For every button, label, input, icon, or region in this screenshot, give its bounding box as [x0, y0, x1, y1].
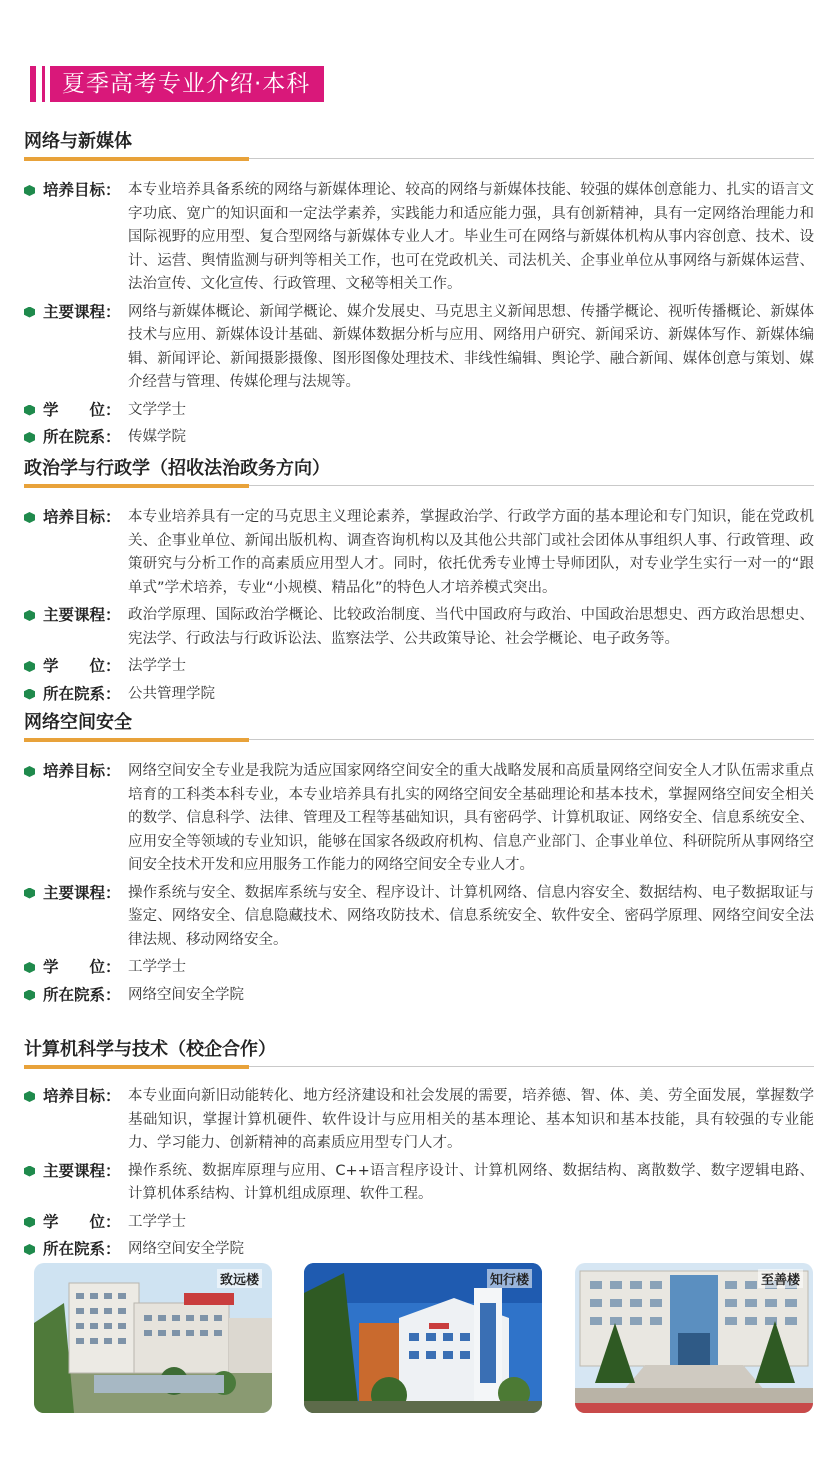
field-degree	[24, 956, 814, 980]
section-title: 网络与新媒体	[24, 131, 132, 152]
section-title: 计算机科学与技术（校企合作）	[24, 1039, 276, 1060]
field-value: 公共管理学院	[128, 685, 215, 702]
field-college	[24, 426, 814, 450]
field-label: 培养目标：	[43, 181, 121, 199]
field-label: 所在院系：	[43, 684, 121, 703]
field-value: 法学学士	[128, 658, 186, 674]
field-courses	[24, 1160, 814, 1207]
hexagon-bullet-icon	[24, 766, 35, 777]
photo-caption: 致远楼	[217, 1269, 262, 1288]
section-accent-line	[24, 738, 249, 742]
field-college	[24, 1238, 814, 1262]
field-value: 网络空间安全学院	[128, 986, 244, 1003]
section-accent-line	[24, 1065, 249, 1069]
banner-accent-bar	[30, 66, 36, 102]
campus-photo-zhiyuan	[34, 1263, 272, 1413]
hexagon-bullet-icon	[24, 1091, 35, 1102]
field-value: 网络空间安全专业是我院为适应国家网络空间安全的重大战略发展和高质量网络空间安全人才队伍需求重点培育的工科类本科专业，本专业培养具有扎实的网络空间安全基础理论和基本技术，掌握网络空间安全相关的数学、信息科学、法律、管理及工程等基础知识，具有密码学、计算机取证、网络安全、信息系统安全、应用安全等领域的专业知识，能够在国家各级政府机构、信息产业部门、企事业单位、科研院所从事网络空间安全技术开发和应用服务工作能力的网络空间安全专业人才。	[128, 763, 814, 873]
section-header	[24, 709, 814, 742]
field-value: 工学学士	[128, 1213, 186, 1230]
section-title: 网络空间安全	[24, 712, 132, 733]
field-value: 操作系统、数据库原理与应用、C++语言程序设计、计算机网络、数据结构、离散数学、数字逻辑电路、计算机体系结构、计算机组成原理、软件工程。	[128, 1162, 814, 1202]
section-accent-line	[24, 157, 249, 161]
field-label: 所在院系：	[43, 428, 121, 446]
field-label: 学 位：	[43, 657, 121, 675]
field-value: 本专业培养具备系统的网络与新媒体理论、较高的网络与新媒体技能、较强的媒体创意能力、扎实的语言文字功底、宽广的知识面和一定法学素养，实践能力和适应能力强，具有创新精神，具有一定网络治理能力和国际视野的应用型、复合型网络与新媒体专业人才。毕业生可在网络与新媒体机构从事内容创意、技术、设计、运营、舆情监测与研判等相关工作，也可在党政机关、司法机关、企事业单位从事网络与新媒体运营、法治宣传、文化宣传、行政管理、文秘等相关工作。	[128, 182, 814, 292]
field-label: 所在院系：	[43, 1240, 121, 1258]
photo-caption: 至善楼	[758, 1269, 803, 1288]
hexagon-bullet-icon	[24, 1217, 35, 1228]
field-label: 培养目标：	[43, 1087, 121, 1105]
field-value: 政治学原理、国际政治学概论、比较政治制度、当代中国政府与政治、中国政治思想史、西方政治思想史、宪法学、行政法与行政诉讼法、监察法学、公共政策导论、社会学概论、电子政务等。	[128, 607, 814, 647]
field-goal	[24, 1085, 814, 1156]
field-goal	[24, 506, 814, 600]
hexagon-bullet-icon	[24, 307, 35, 318]
field-college	[24, 683, 814, 707]
field-label: 主要课程：	[43, 883, 121, 902]
field-label: 培养目标：	[43, 762, 121, 780]
field-label: 所在院系：	[43, 985, 121, 1004]
field-courses	[24, 301, 814, 395]
field-value: 工学学士	[128, 959, 186, 975]
hexagon-bullet-icon	[24, 661, 35, 672]
field-value: 本专业培养具有一定的马克思主义理论素养，掌握政治学、行政学方面的基本理论和专门知识，能在党政机关、企事业单位、新闻出版机构、调查咨询机构以及其他公共部门或社会团体从事组织人事、行政管理、政策研究与分析工作的高素质应用型人才。同时，依托优秀专业博士导师团队，对专业学生实行一对一的“跟单式”学术培养，专业“小规模、精品化”的特色人才培养模式突出。	[128, 509, 814, 596]
field-label: 学 位：	[43, 958, 121, 976]
field-label: 培养目标：	[43, 508, 121, 526]
major-section-politics	[24, 455, 814, 706]
major-section-new-media	[24, 128, 814, 450]
field-value: 网络与新媒体概论、新闻学概论、媒介发展史、马克思主义新闻思想、传播学概论、视听传播概论、新媒体技术与应用、新媒体设计基础、新媒体数据分析与应用、网络用户研究、新闻采访、新媒体写作、新媒体编辑、新闻评论、新闻摄影摄像、图形图像处理技术、非线性编辑、舆论学、融合新闻、媒体创意与策划、媒介经营与管理、传媒伦理与法规等。	[128, 303, 814, 390]
section-accent-line	[24, 484, 249, 488]
hexagon-bullet-icon	[24, 512, 35, 523]
hexagon-bullet-icon	[24, 888, 35, 899]
major-section-cyberspace-security	[24, 709, 814, 1007]
field-courses	[24, 882, 814, 953]
section-header	[24, 455, 814, 488]
hexagon-bullet-icon	[24, 405, 35, 416]
field-value: 操作系统与安全、数据库系统与安全、程序设计、计算机网络、信息内容安全、数据结构、电子数据取证与鉴定、网络安全、信息隐藏技术、网络攻防技术、信息系统安全、软件安全、密码学原理、网络空间安全法律法规、移动网络安全。	[128, 884, 814, 948]
campus-photo-zhixing	[304, 1263, 542, 1413]
field-degree	[24, 1211, 814, 1235]
section-header	[24, 128, 814, 161]
field-value: 网络空间安全学院	[128, 1241, 244, 1257]
hexagon-bullet-icon	[24, 990, 35, 1001]
photo-caption: 知行楼	[487, 1269, 532, 1288]
section-title: 政治学与行政学（招收法治政务方向）	[24, 458, 330, 479]
hexagon-bullet-icon	[24, 610, 35, 621]
hexagon-bullet-icon	[24, 432, 35, 443]
hexagon-bullet-icon	[24, 1244, 35, 1255]
field-degree	[24, 399, 814, 423]
field-label: 主要课程：	[43, 1161, 121, 1180]
field-courses	[24, 604, 814, 651]
header-banner	[30, 66, 324, 102]
field-value: 文学学士	[128, 401, 186, 418]
hexagon-bullet-icon	[24, 689, 35, 700]
field-label: 学 位：	[43, 1212, 121, 1231]
field-value: 传媒学院	[128, 429, 186, 445]
banner-accent-bar-thin	[42, 66, 45, 102]
field-value: 本专业面向新旧动能转化、地方经济建设和社会发展的需要，培养德、智、体、美、劳全面发展，掌握数学基础知识，掌握计算机硬件、软件设计与应用相关的基本理论、基本知识和基本技能，具有较强的专业能力、学习能力、创新精神的高素质应用型专门人才。	[128, 1088, 814, 1151]
hexagon-bullet-icon	[24, 185, 35, 196]
field-label: 学 位：	[43, 400, 121, 419]
field-label: 主要课程：	[43, 302, 121, 321]
major-section-computer-science	[24, 1036, 814, 1262]
field-degree	[24, 655, 814, 679]
section-header	[24, 1036, 814, 1069]
campus-photo-zhishan	[575, 1263, 813, 1413]
hexagon-bullet-icon	[24, 962, 35, 973]
hexagon-bullet-icon	[24, 1166, 35, 1177]
field-goal	[24, 760, 814, 878]
field-label: 主要课程：	[43, 606, 121, 624]
banner-title: 夏季高考专业介绍·本科	[50, 66, 324, 102]
field-goal	[24, 179, 814, 297]
field-college	[24, 984, 814, 1008]
